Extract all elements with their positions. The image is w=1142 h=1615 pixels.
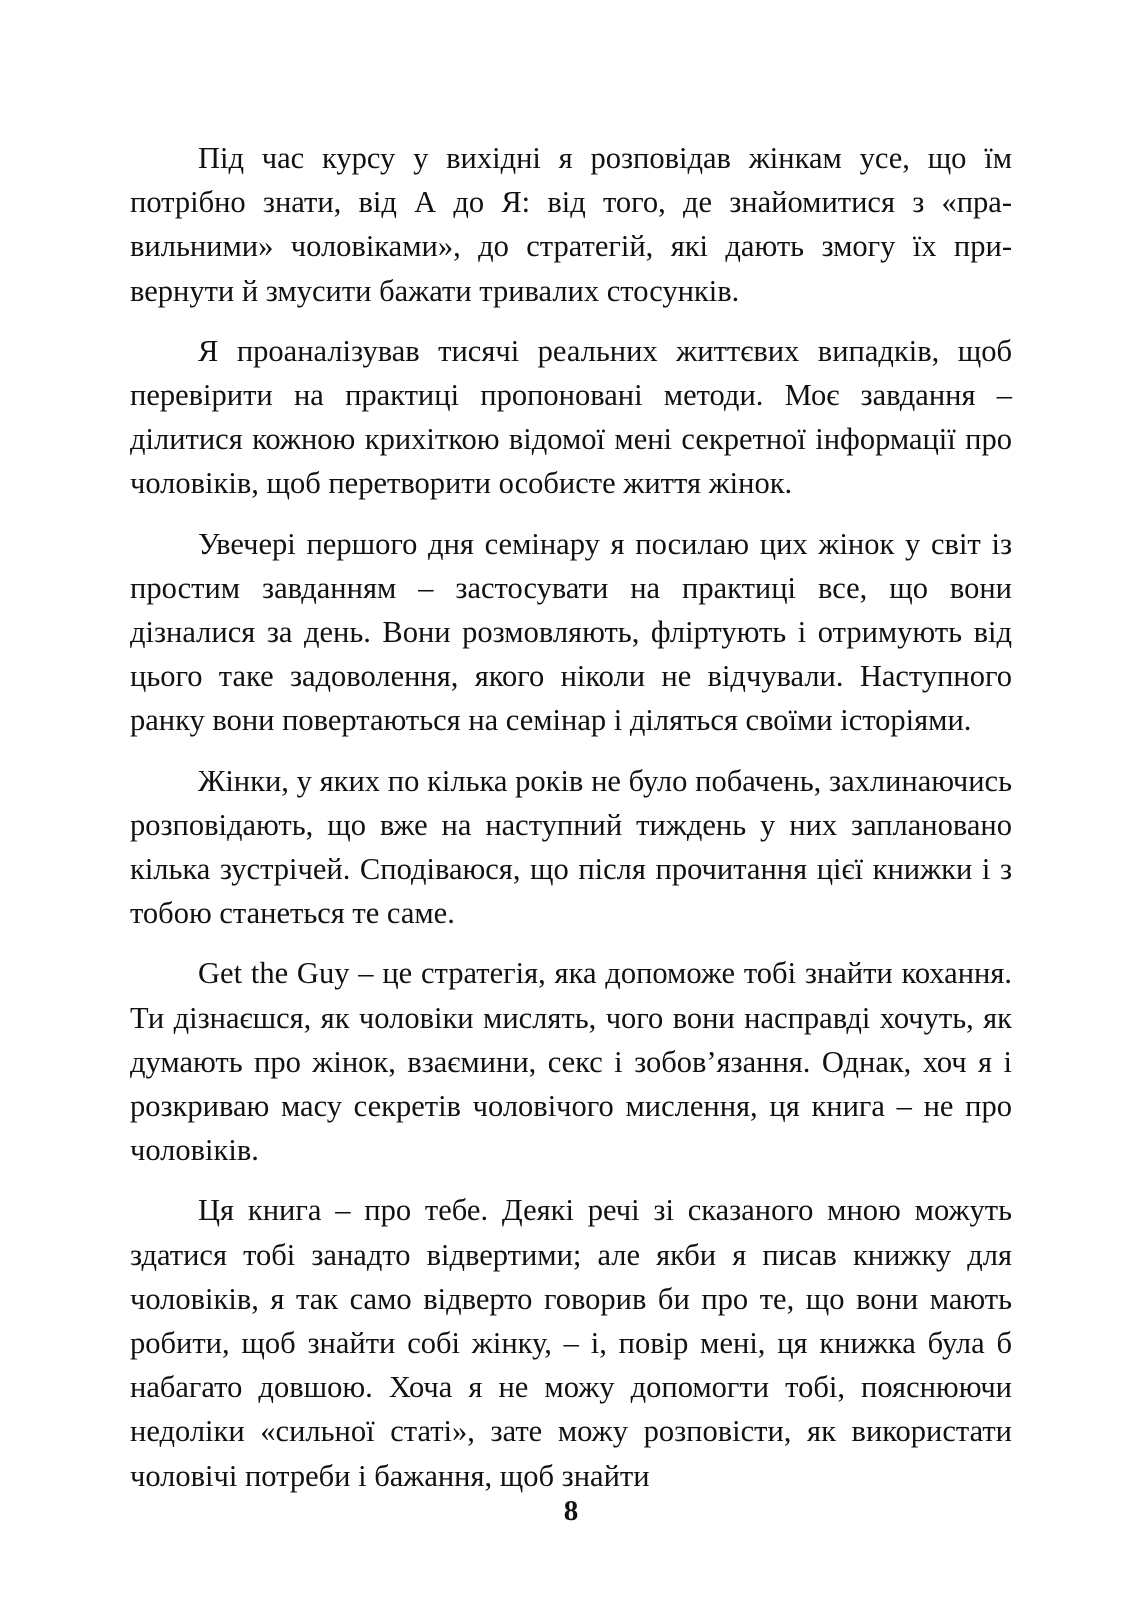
page-text-block (130, 136, 1012, 1498)
paragraph: Get the Guy – це стратегія, яка допоможе тобі знайти кохання. Ти дізнаєшся, як чоловіки мислять, чого вони насправді хочуть, як думають про жінок, взаємини, секс і зобов’язання. Однак, хоч я і розкриваю масу секретів чоловічого мислення, ця книга – не про чоловіків. (130, 956, 1012, 1168)
page-number: 8 (563, 1495, 579, 1527)
paragraph: Під час курсу у вихідні я розповідав жінкам усе, що їм потрібно знати, від А до Я: від того, де знайомитися з «правильними» чоловіками», до стратегій, які дають змогу їх привернути й змусити бажати тривалих стосунків. (130, 141, 1012, 308)
paragraph: Увечері першого дня семінару я посилаю цих жінок у світ із простим завданням – застосувати на практиці все, що вони дізналися за день. Вони розмовляють, фліртують і отримують від цього таке задоволення, якого ніколи не відчували. Наступного ранку вони повертаються на семінар і діляться своїми історіями. (130, 526, 1012, 738)
paragraph: Я проаналізував тисячі реальних життєвих випадків, щоб перевірити на практиці пропоновані методи. Моє завдання – ділитися кожною крихіткою відомої мені секретної інформації про чоловіків, щоб перетворити особисте життя жінок. (130, 333, 1012, 501)
paragraph: Ця книга – про тебе. Деякі речі зі сказаного мною можуть здатися тобі занадто відвертими; але якби я писав книжку для чоловіків, я так само відверто говорив би про те, що вони мають робити, щоб знайти собі жінку, – і, повір мені, ця книжка була б набагато довшою. Хоча я не можу допомогти тобі, пояснюючи недоліки «сильної статі», зате можу розповісти, як використати чоловічі потреби і бажання, щоб знайти (130, 1193, 1012, 1493)
paragraph: Жінки, у яких по кілька років не було побачень, захлинаючись розповідають, що вже на наступний тиждень у них заплановано кілька зустрічей. Сподіваюся, що після прочитання цієї книжки і з тобою станеться те саме. (130, 763, 1012, 931)
